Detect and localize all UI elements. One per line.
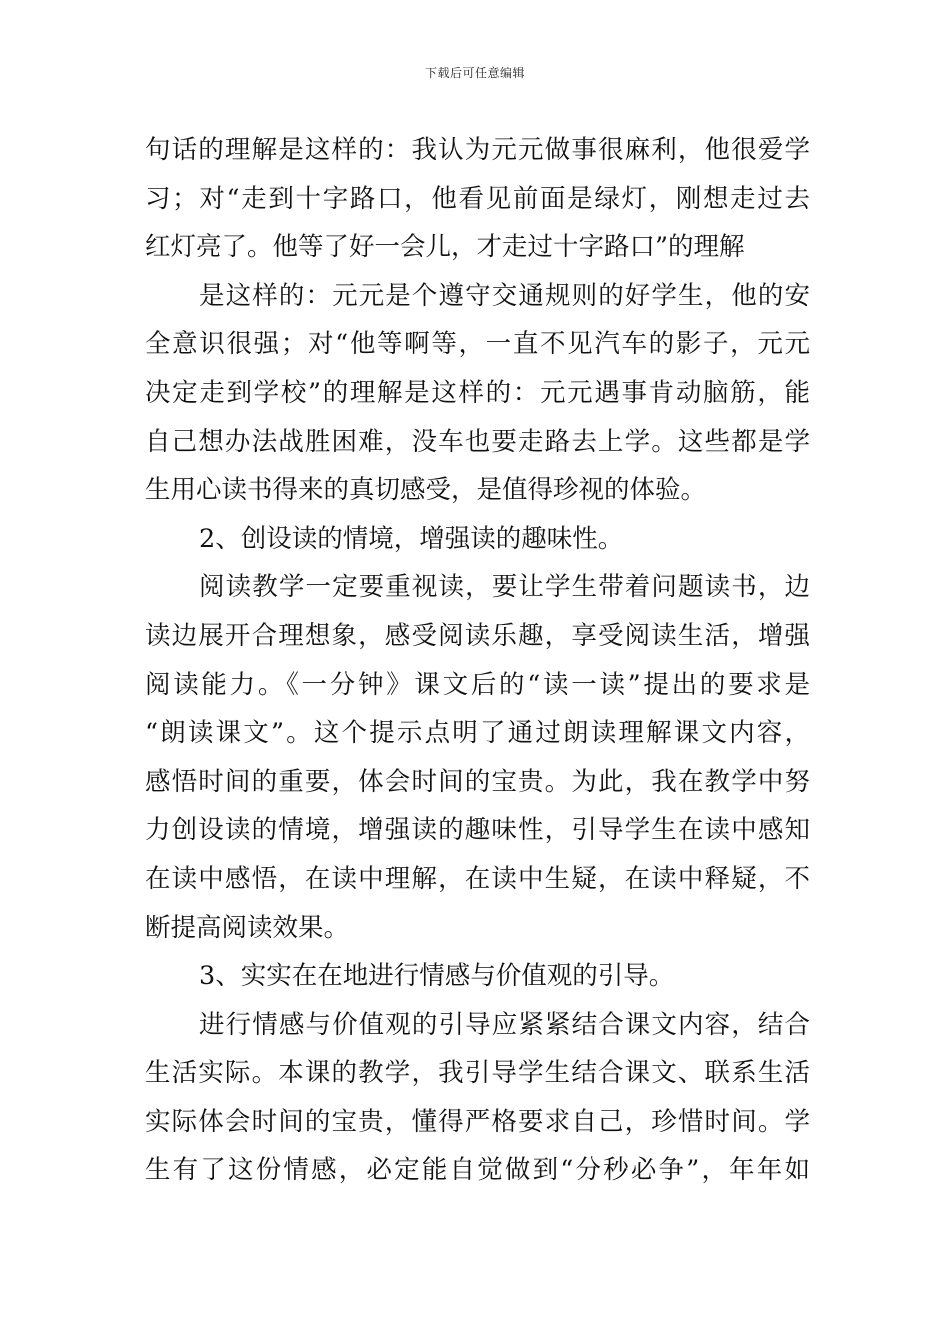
text-line: 生有了这份情感，必定能自觉做到“分秒必争”，年年如 (145, 1155, 810, 1186)
text-line: 2、创设读的情境，增强读的趣味性。 (199, 523, 624, 554)
text-line: 红灯亮了。他等了好一会儿，才走过十字路口”的理解 (145, 232, 745, 263)
page-header: 下载后可任意编辑 (424, 66, 525, 80)
text-line: 感悟时间的重要，体会时间的宝贵。为此，我在教学中努 (145, 766, 810, 797)
text-line: 3、实实在在地进行情感与价值观的引导。 (199, 961, 675, 992)
text-line: 进行情感与价值观的引导应紧紧结合课文内容，结合 (199, 1009, 810, 1040)
text-line: 生用心读书得来的真切感受，是值得珍视的体验。 (145, 475, 707, 506)
text-line: 决定走到学校”的理解是这样的：元元遇事肯动脑筋，能 (145, 377, 810, 408)
text-line: 是这样的：元元是个遵守交通规则的好学生，他的安 (199, 280, 810, 311)
text-line: 自己想办法战胜困难，没车也要走路去上学。这些都是学 (145, 426, 810, 457)
text-line: 力创设读的情境，增强读的趣味性，引导学生在读中感知 (145, 815, 810, 846)
text-line: 断提高阅读效果。 (145, 912, 350, 943)
text-line: 阅读教学一定要重视读，要让学生带着问题读书，边 (199, 572, 810, 603)
text-line: 生活实际。本课的教学，我引导学生结合课文、联系生活 (145, 1058, 810, 1089)
text-line: 阅读能力。《一分钟》课文后的“读一读”提出的要求是 (145, 669, 810, 700)
document-body (145, 126, 810, 1195)
text-line: 全意识很强；对“他等啊等，一直不见汽车的影子，元元 (145, 329, 810, 360)
text-line: “朗读课文”。这个提示点明了通过朗读理解课文内容， (145, 718, 810, 749)
text-line: 实际体会时间的宝贵，懂得严格要求自己，珍惜时间。学 (145, 1106, 810, 1137)
text-line: 习；对“走到十字路口，他看见前面是绿灯，刚想走过去 (145, 183, 810, 214)
text-line: 句话的理解是这样的：我认为元元做事很麻利，他很爱学 (145, 135, 810, 165)
text-line: 读边展开合理想象，感受阅读乐趣，享受阅读生活，增强 (145, 620, 810, 651)
text-line: 在读中感悟，在读中理解，在读中生疑，在读中释疑，不 (145, 863, 810, 894)
